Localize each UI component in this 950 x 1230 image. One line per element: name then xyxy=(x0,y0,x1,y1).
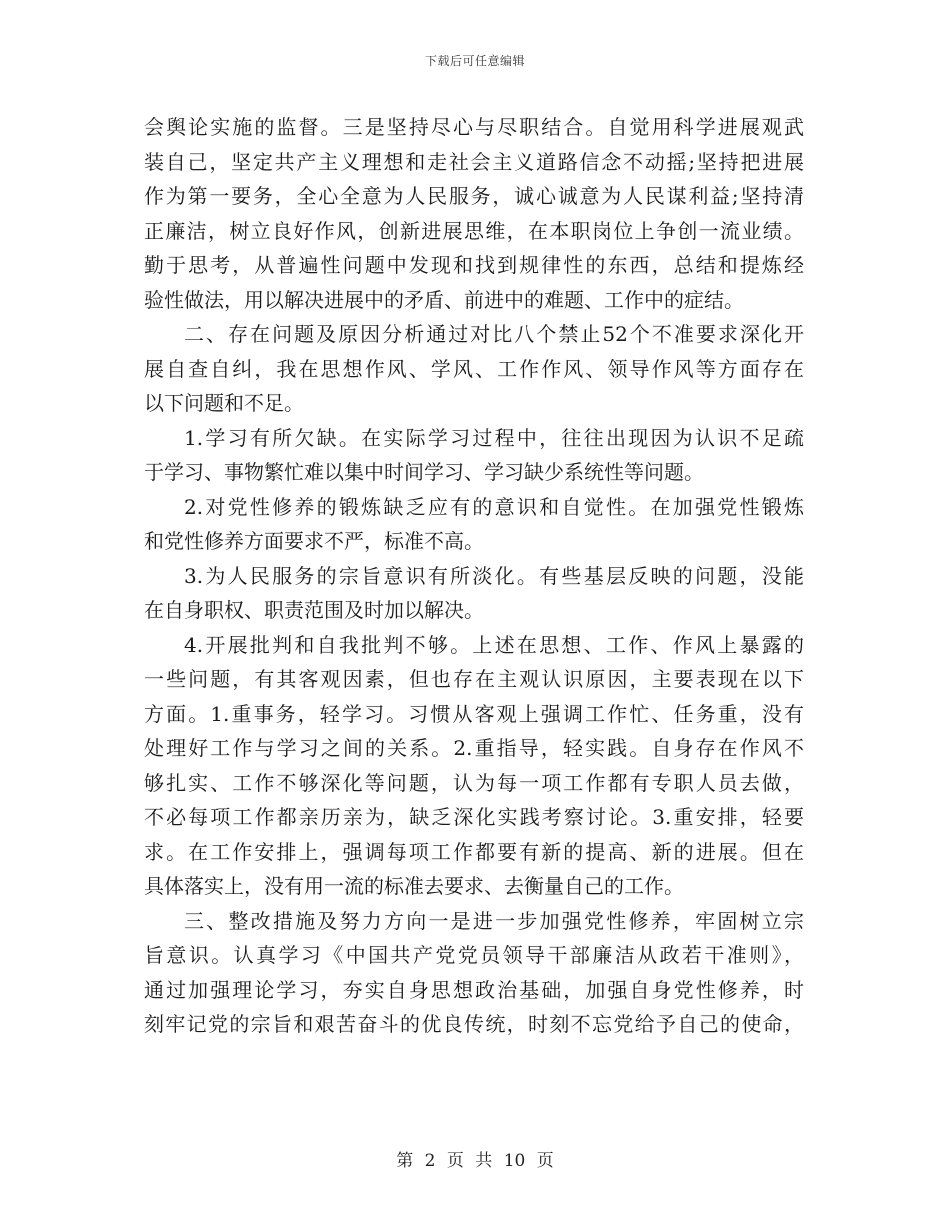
text-line: 和党性修养方面要求不严，标准不高。 xyxy=(144,529,484,553)
text-line: 不必每项工作都亲历亲为，缺乏深化实践考察讨论。3.重安排，轻要 xyxy=(144,805,804,829)
text-line: 4.开展批判和自我批判不够。上述在思想、工作、作风上暴露的 xyxy=(184,632,804,657)
text-line: 于学习、事物繁忙难以集中时间学习、学习缺少系统性等问题。 xyxy=(144,460,704,484)
page-number: 第 2 页 共 10 页 xyxy=(396,1151,554,1171)
text-line: 方面。1.重事务，轻学习。习惯从客观上强调工作忙、任务重，没有 xyxy=(144,701,804,726)
text-line: 够扎实、工作不够深化等问题，认为每一项工作都有专职人员去做， xyxy=(144,770,804,795)
text-line: 具体落实上，没有用一流的标准去要求、去衡量自己的工作。 xyxy=(144,874,684,898)
text-line: 求。在工作安排上，强调每项工作都要有新的提高、新的进展。但在 xyxy=(144,839,804,864)
text-line: 旨意识。认真学习《中国共产党党员领导干部廉洁从政若干准则》， xyxy=(144,943,804,967)
text-line: 刻牢记党的宗旨和艰苦奋斗的优良传统，时刻不忘党给予自己的使命， xyxy=(144,1012,804,1036)
text-line: 二、存在问题及原因分析通过对比八个禁止52个不准要求深化开 xyxy=(184,322,804,346)
page-header: 下载后可任意编辑 xyxy=(424,54,525,68)
text-line: 一些问题，有其客观因素，但也存在主观认识原因，主要表现在以下 xyxy=(144,667,804,691)
text-line: 勤于思考，从普遍性问题中发现和找到规律性的东西，总结和提炼经 xyxy=(144,253,804,277)
text-line: 三、整改措施及努力方向一是进一步加强党性修养，牢固树立宗 xyxy=(184,908,804,933)
text-line: 2.对党性修养的锻炼缺乏应有的意识和自觉性。在加强党性锻炼 xyxy=(184,494,804,519)
text-line: 在自身职权、职责范围及时加以解决。 xyxy=(144,598,484,622)
text-line: 作为第一要务，全心全意为人民服务，诚心诚意为人民谋利益;坚持清 xyxy=(144,184,804,208)
text-line: 以下问题和不足。 xyxy=(144,391,304,415)
text-line: 3.为人民服务的宗旨意识有所淡化。有些基层反映的问题，没能 xyxy=(184,563,804,588)
document-body xyxy=(144,110,804,1042)
text-line: 装自己，坚定共产主义理想和走社会主义道路信念不动摇;坚持把进展 xyxy=(144,149,804,174)
text-line: 正廉洁，树立良好作风，创新进展思维，在本职岗位上争创一流业绩。 xyxy=(144,218,804,243)
text-line: 验性做法，用以解决进展中的矛盾、前进中的难题、工作中的症结。 xyxy=(144,287,744,312)
text-line: 通过加强理论学习，夯实自身思想政治基础，加强自身党性修养，时 xyxy=(144,977,804,1002)
text-line: 1.学习有所欠缺。在实际学习过程中，往往出现因为认识不足疏 xyxy=(184,425,804,450)
text-line: 展自查自纠，我在思想作风、学风、工作作风、领导作风等方面存在 xyxy=(144,356,804,381)
text-line: 处理好工作与学习之间的关系。2.重指导，轻实践。自身存在作风不 xyxy=(144,736,804,760)
text-line: 会舆论实施的监督。三是坚持尽心与尽职结合。自觉用科学进展观武 xyxy=(144,115,804,139)
